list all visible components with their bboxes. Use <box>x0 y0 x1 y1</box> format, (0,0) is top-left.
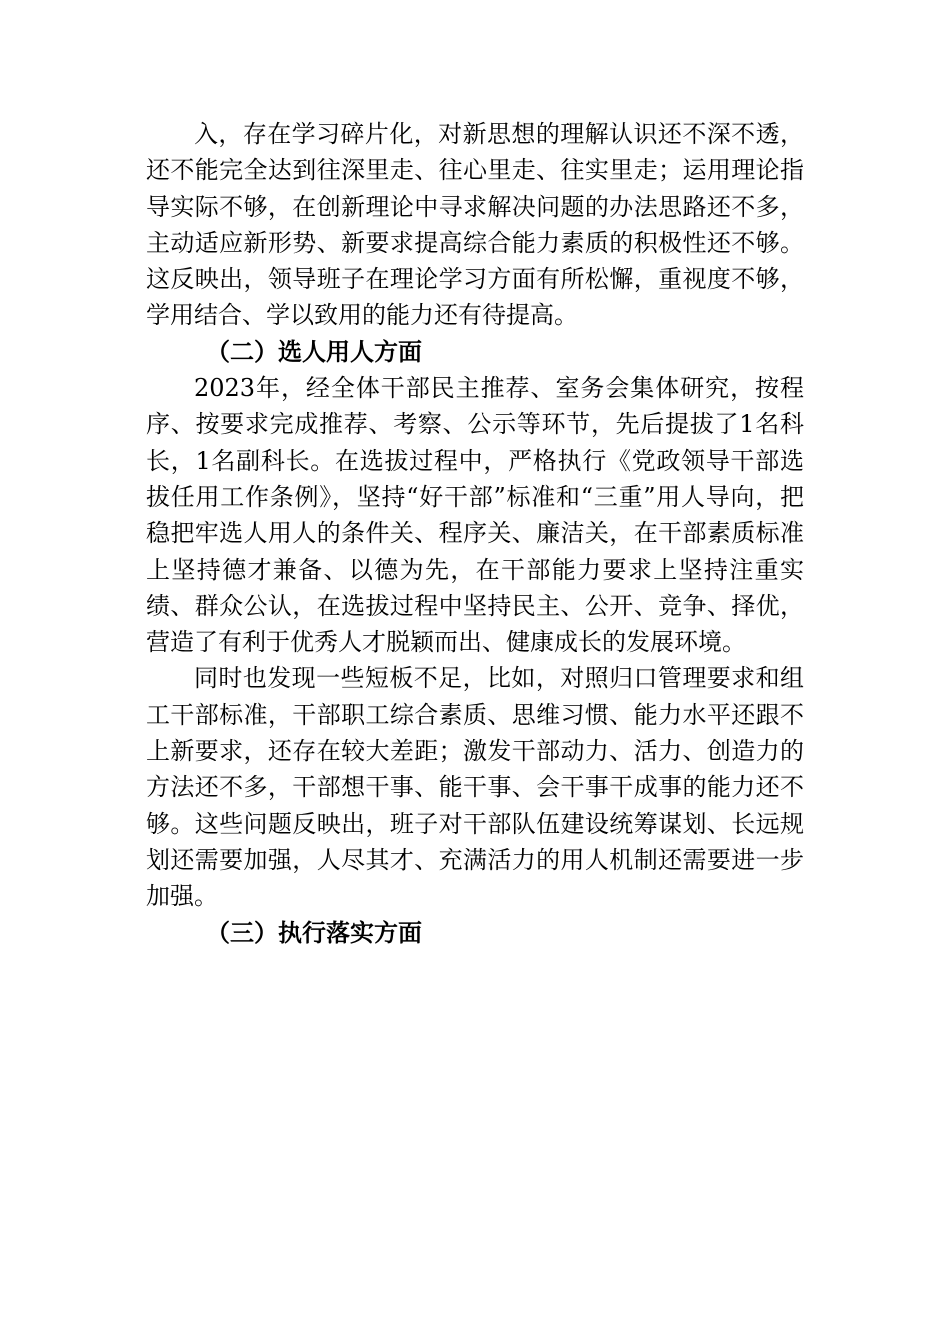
section-heading-implementation: （三）执行落实方面 <box>206 917 422 947</box>
document-page <box>146 116 804 951</box>
section-heading-personnel: （二）选人用人方面 <box>206 336 422 366</box>
paragraph-selection: 2023年，经全体干部民主推荐、室务会集体研究，按程序、按要求完成推荐、考察、公示等环节，先后提拔了1名科长，1名副科长。在选拔过程中，严格执行《党政领导干部选拔任用工作条例》，坚持“好干部”标准和“三重”用人导向，把稳把牢选人用人的条件关、程序关、廉洁关，在干部素质标准上坚持德才兼备、以德为先，在干部能力要求上坚持注重实绩、群众公认，在选拔过程中坚持民主、公开、竞争、择优，营造了有利于优秀人才脱颖而出、健康成长的发展环境。 <box>146 374 804 657</box>
paragraph-shortcomings: 同时也发现一些短板不足，比如，对照归口管理要求和组工干部标准，干部职工综合素质、思维习惯、能力水平还跟不上新要求，还存在较大差距；激发干部动力、活力、创造力的方法还不多，干部想干事、能干事、会干事干成事的能力还不够。这些问题反映出，班子对干部队伍建设统筹谋划、长远规划还需要加强，人尽其才、充满活力的用人机制还需要进一步加强。 <box>146 664 804 911</box>
paragraph-continued: 入，存在学习碎片化，对新思想的理解认识还不深不透，还不能完全达到往深里走、往心里走、往实里走；运用理论指导实际不够，在创新理论中寻求解决问题的办法思路还不多，主动适应新形势、新要求提高综合能力素质的积极性还不够。这反映出，领导班子在理论学习方面有所松懈，重视度不够，学用结合、学以致用的能力还有待提高。 <box>146 120 804 330</box>
